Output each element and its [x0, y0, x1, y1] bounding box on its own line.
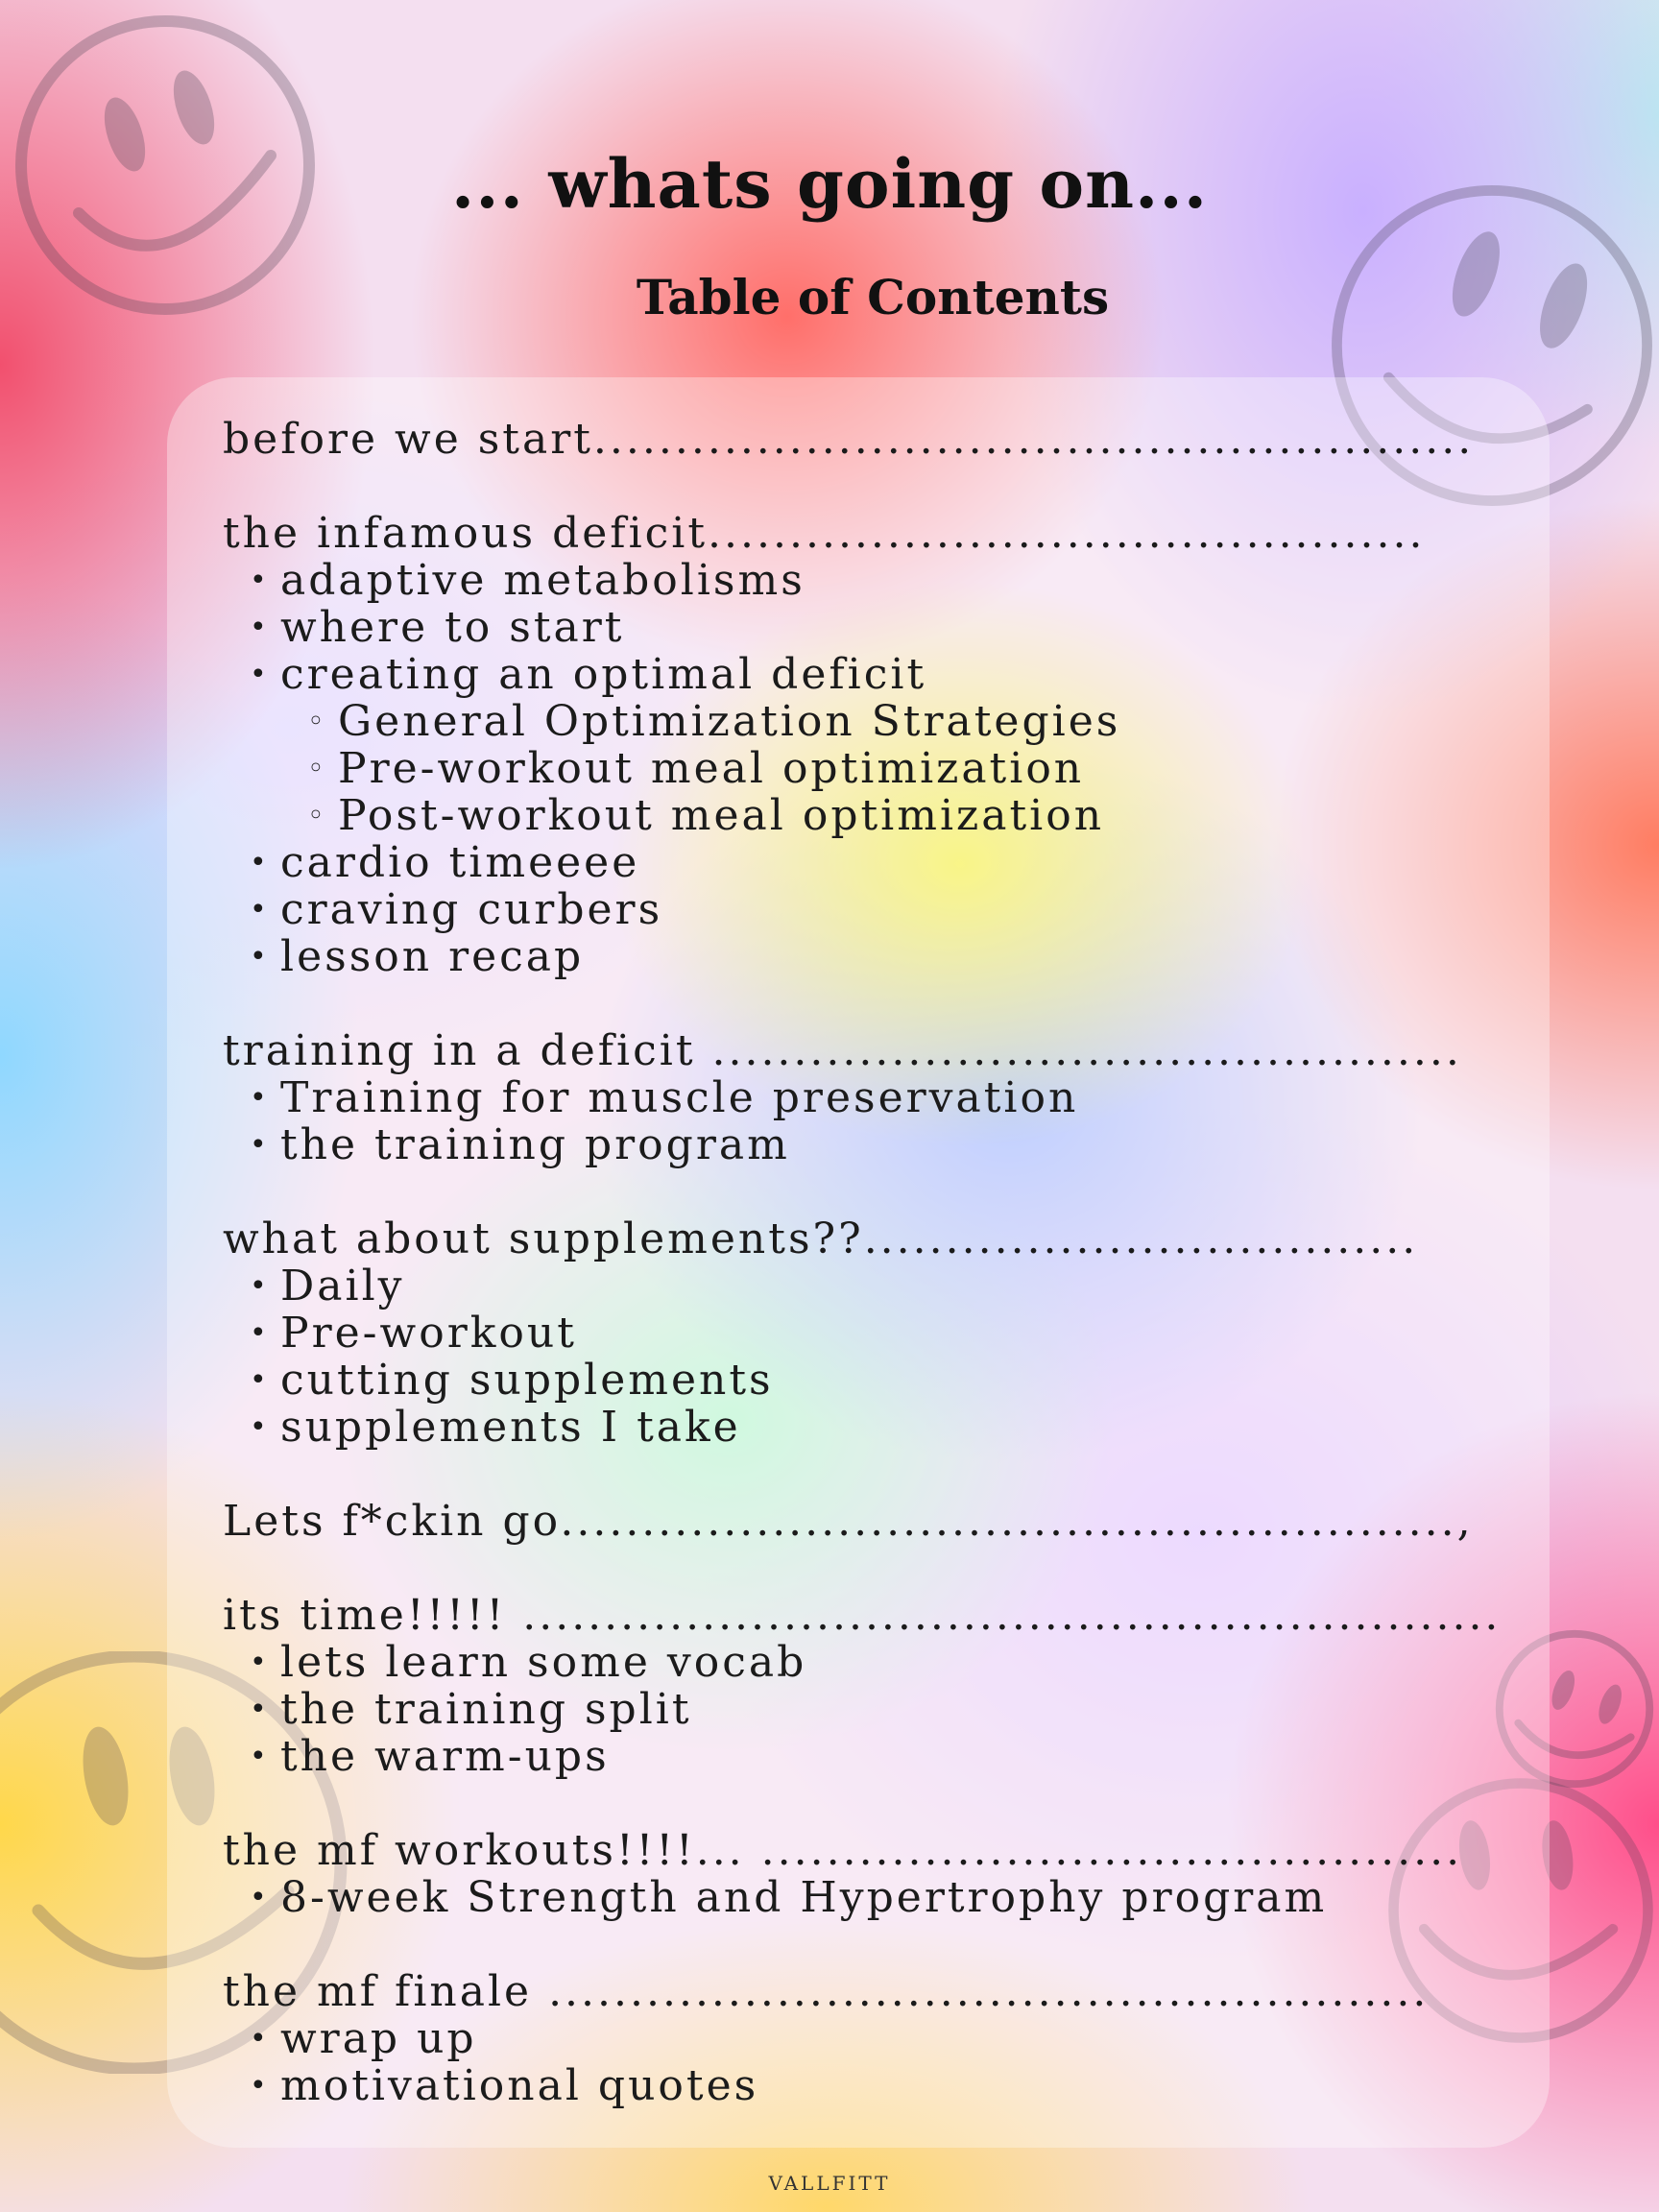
bullet-icon: • — [250, 1081, 270, 1115]
toc-item-label: Daily — [280, 1262, 405, 1310]
toc-item-label: Pre-workout — [280, 1310, 577, 1357]
toc-item-label: supplements I take — [280, 1404, 741, 1451]
bullet-icon: • — [250, 1269, 270, 1303]
bullet-icon: • — [250, 1646, 270, 1679]
toc-item-label: the training split — [280, 1686, 692, 1733]
bullet-icon: • — [250, 658, 270, 691]
toc-item-label: Training for muscle preservation — [280, 1074, 1079, 1121]
bullet-icon: • — [250, 1740, 270, 1773]
bullet-icon: • — [250, 2022, 270, 2056]
toc-heading-mf-finale[interactable]: the mf finale ...................................................... — [223, 1968, 1430, 2015]
sub-bullet-icon: ◦ — [307, 799, 327, 832]
toc-subitem[interactable] — [223, 792, 1509, 839]
toc-item-label: cardio timeeee — [280, 839, 640, 886]
bullet-icon: • — [250, 1363, 270, 1397]
toc-item-label: adaptive metabolisms — [280, 557, 805, 604]
bullet-icon: • — [250, 564, 270, 597]
toc-item-label: craving curbers — [280, 886, 663, 933]
toc-item[interactable] — [223, 604, 1509, 651]
toc-item-label: motivational quotes — [280, 2062, 759, 2109]
brand-footer: VALLFITT — [768, 2172, 891, 2195]
toc-item-label: cutting supplements — [280, 1357, 774, 1404]
page-subtitle: Table of Contents — [636, 269, 1110, 325]
bullet-icon: • — [250, 893, 270, 926]
bullet-icon: • — [250, 1410, 270, 1444]
toc-item[interactable] — [223, 839, 1509, 886]
toc-item[interactable] — [223, 2062, 1509, 2109]
toc-item[interactable] — [223, 1357, 1509, 1404]
toc-item[interactable] — [223, 1121, 1509, 1168]
toc-item-label: lets learn some vocab — [280, 1639, 807, 1686]
toc-subitem[interactable] — [223, 698, 1509, 745]
toc-item[interactable] — [223, 886, 1509, 933]
toc-item[interactable] — [223, 1686, 1509, 1733]
bullet-icon: • — [250, 1128, 270, 1162]
toc-subitem-label: General Optimization Strategies — [338, 698, 1121, 745]
table-of-contents — [223, 416, 1509, 2109]
toc-item[interactable] — [223, 1262, 1509, 1310]
toc-item-label: wrap up — [280, 2015, 477, 2062]
toc-item[interactable] — [223, 651, 1509, 698]
toc-item[interactable] — [223, 2015, 1509, 2062]
toc-heading-lets-go[interactable]: Lets f*ckin go......................................................., — [223, 1498, 1474, 1545]
toc-heading-supplements[interactable]: what about supplements??.................................. — [223, 1215, 1419, 1262]
page-title: ... whats going on... — [450, 144, 1209, 224]
toc-heading-before-we-start[interactable]: before we start...................................................... — [223, 416, 1475, 463]
toc-heading-training-in-deficit[interactable]: training in a deficit .............................................. — [223, 1027, 1462, 1074]
sub-bullet-icon: ◦ — [307, 752, 327, 785]
toc-heading-infamous-deficit[interactable]: the infamous deficit............................................ — [223, 510, 1426, 557]
toc-item[interactable] — [223, 1733, 1509, 1780]
bullet-icon: • — [250, 2069, 270, 2103]
toc-item[interactable] — [223, 933, 1509, 980]
bullet-icon: • — [250, 940, 270, 974]
bullet-icon: • — [250, 1693, 270, 1726]
toc-item[interactable] — [223, 557, 1509, 604]
toc-subitem-label: Pre-workout meal optimization — [338, 745, 1085, 792]
toc-item[interactable] — [223, 1074, 1509, 1121]
sub-bullet-icon: ◦ — [307, 705, 327, 738]
toc-item-label: the training program — [280, 1121, 790, 1168]
bullet-icon: • — [250, 611, 270, 644]
bullet-icon: • — [250, 846, 270, 879]
toc-subitem[interactable] — [223, 745, 1509, 792]
toc-item-label: lesson recap — [280, 933, 585, 980]
toc-heading-mf-workouts[interactable]: the mf workouts!!!!... ........................................... — [223, 1827, 1463, 1874]
toc-item[interactable] — [223, 1639, 1509, 1686]
toc-item-label: creating an optimal deficit — [280, 651, 927, 698]
bullet-icon: • — [250, 1881, 270, 1914]
toc-item-label: the warm-ups — [280, 1733, 610, 1780]
toc-item[interactable] — [223, 1874, 1509, 1921]
bullet-icon: • — [250, 1316, 270, 1350]
toc-subitem-label: Post-workout meal optimization — [338, 792, 1105, 839]
toc-item-label: 8-week Strength and Hypertrophy program — [280, 1874, 1328, 1921]
toc-item[interactable] — [223, 1404, 1509, 1451]
toc-heading-its-time[interactable]: its time!!!!! ............................................................ — [223, 1592, 1502, 1639]
toc-item[interactable] — [223, 1310, 1509, 1357]
toc-item-label: where to start — [280, 604, 625, 651]
